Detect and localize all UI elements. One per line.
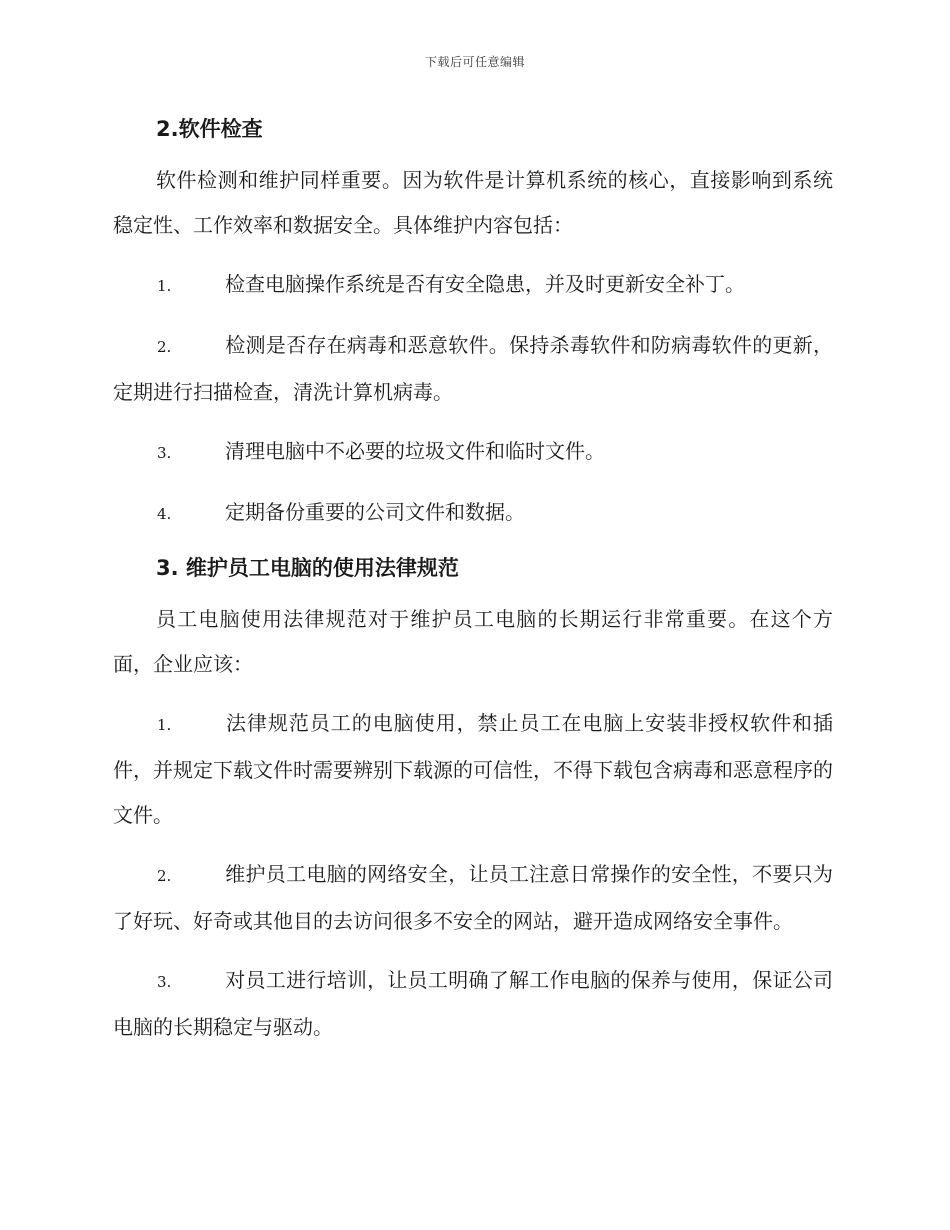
list-item-text: 检测是否存在病毒和恶意软件。保持杀毒软件和防病毒软件的更新，定期进行扫描检查，清洗计算机病毒。 [113, 333, 833, 404]
list-item-number: 2. [157, 338, 172, 356]
list-item-text: 检查电脑操作系统是否有安全隐患，并及时更新安全补丁。 [225, 272, 745, 296]
section-heading-software-check: 2.软件检查 [156, 117, 263, 141]
list-item [113, 323, 833, 415]
list-item-text: 对员工进行培训，让员工明确了解工作电脑的保养与使用，保证公司电脑的长期稳定与驱动。 [113, 968, 833, 1039]
list-item-number: 4. [157, 505, 172, 523]
list-item [113, 701, 833, 838]
list-item-text: 法律规范员工的电脑使用，禁止员工在电脑上安装非授权软件和插件，并规定下载文件时需要辨别下载源的可信性，不得下载包含病毒和恶意程序的文件。 [113, 711, 833, 827]
list-item-number: 2. [157, 867, 172, 885]
list-item [113, 429, 833, 476]
list-item-number: 3. [157, 973, 172, 991]
list-item-text: 维护员工电脑的网络安全，让员工注意日常操作的安全性，不要只为了好玩、好奇或其他目的去访问很多不安全的网站，避开造成网络安全事件。 [113, 862, 833, 933]
list-item-number: 1. [157, 277, 172, 295]
section-heading-legal-norms: 3. 维护员工电脑的使用法律规范 [156, 556, 459, 580]
list-item [113, 490, 833, 537]
section-intro-software-check: 软件检测和维护同样重要。因为软件是计算机系统的核心，直接影响到系统稳定性、工作效率和数据安全。具体维护内容包括： [113, 168, 833, 237]
section-intro-legal-norms: 员工电脑使用法律规范对于维护员工电脑的长期运行非常重要。在这个方面，企业应该： [113, 607, 833, 676]
list-item-number: 1. [157, 716, 172, 734]
document-body [113, 112, 833, 1050]
list-item-text: 定期备份重要的公司文件和数据。 [225, 500, 525, 524]
list-item-number: 3. [157, 444, 172, 462]
list-item-text: 清理电脑中不必要的垃圾文件和临时文件。 [225, 439, 605, 463]
list-item [113, 958, 833, 1050]
list-item [113, 262, 833, 309]
page-header: 下载后可任意编辑 [424, 55, 525, 69]
list-item [113, 852, 833, 944]
